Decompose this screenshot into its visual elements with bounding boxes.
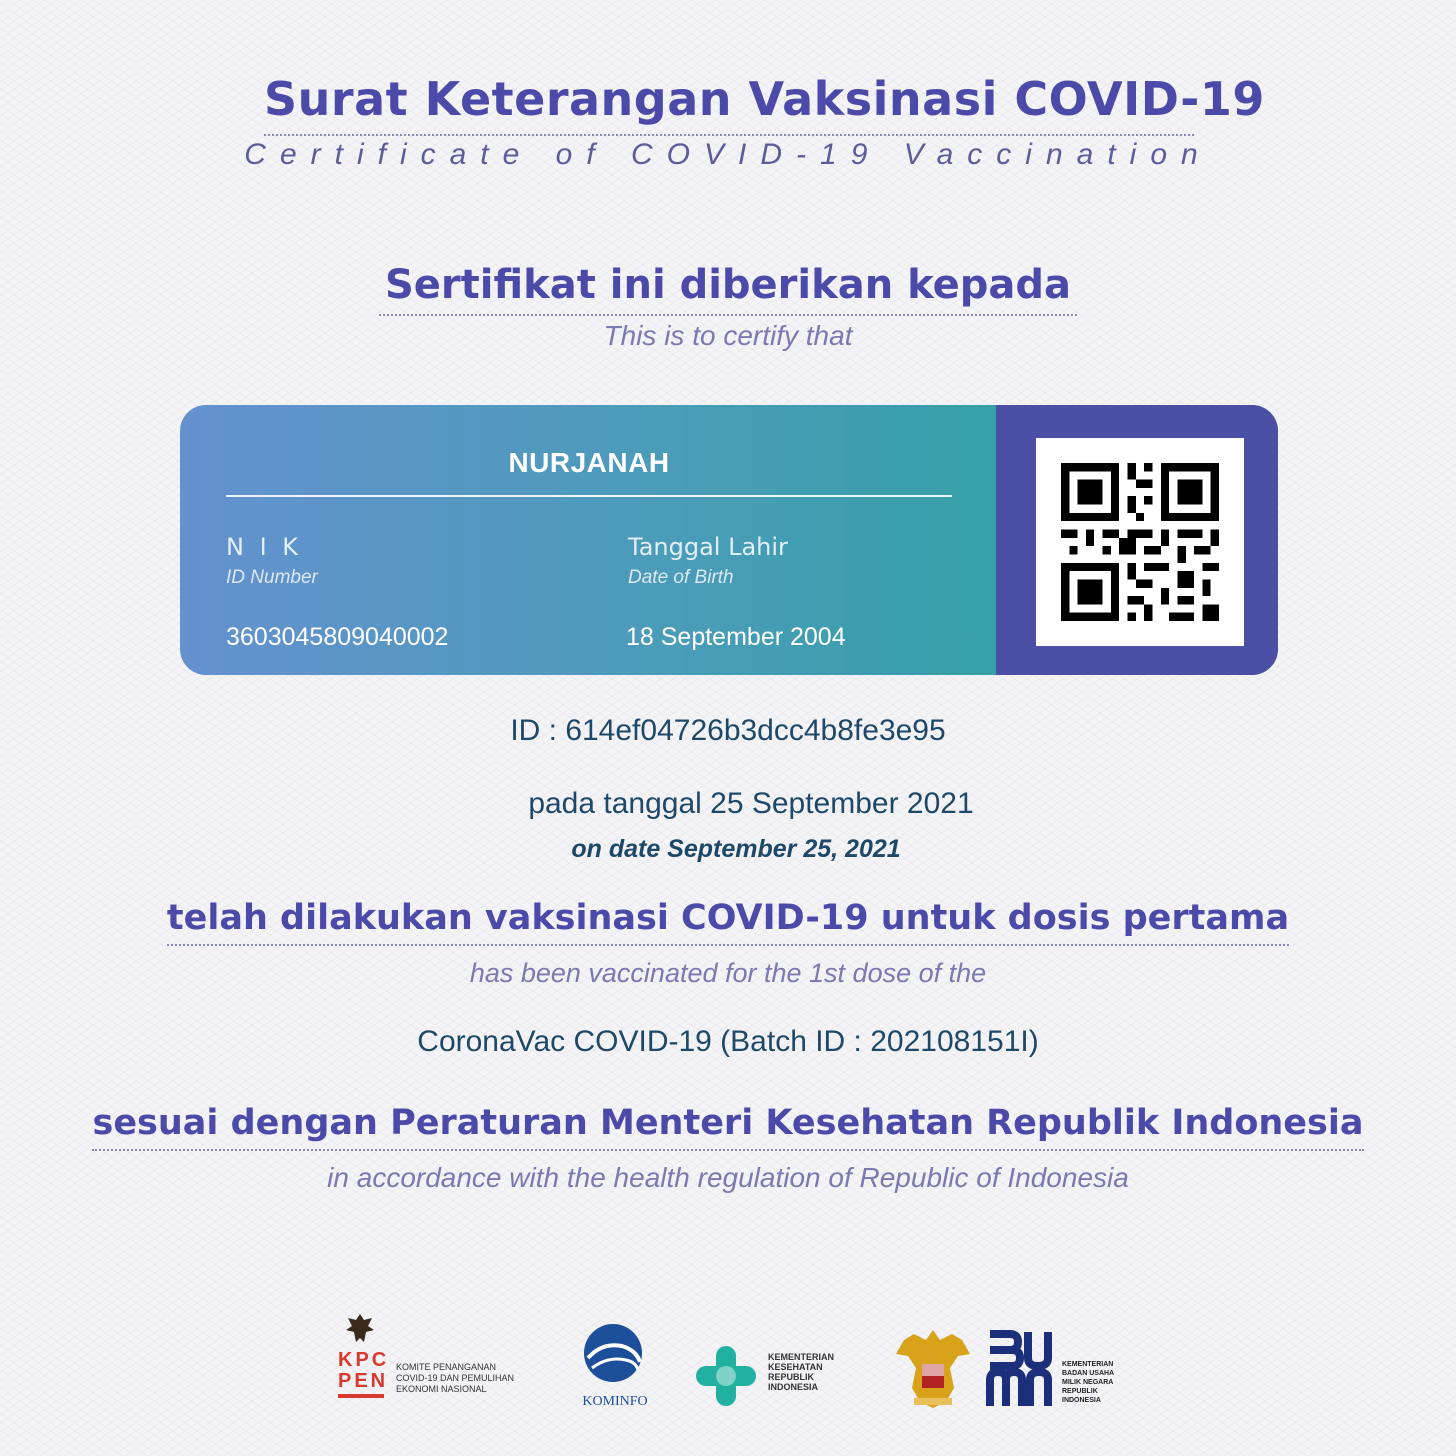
identity-card [180,405,1278,675]
dob-label-en: Date of Birth [628,567,734,588]
regulation-heading: sesuai dengan Peraturan Menteri Kesehatan Republik Indonesia [92,1103,1363,1151]
nik-label-en: ID Number [226,567,318,588]
kpcpen-bar [338,1394,384,1398]
nik-label: N I K [226,533,303,561]
kominfo-emblem-icon [582,1322,644,1384]
vaccination-heading-wrap [0,898,1456,946]
regulation-heading-wrap [0,1103,1456,1151]
qr-code-icon [1036,438,1244,646]
vaccination-heading: telah dilakukan vaksinasi COVID-19 untuk dosis pertama [167,898,1289,946]
kemenkes-line1: KEMENTERIAN [768,1352,835,1362]
certificate-id: ID : 614ef04726b3dcc4b8fe3e95 [510,714,946,747]
kpcpen-line2: COVID-19 DAN PEMULIHAN [396,1373,515,1383]
qr-panel [996,405,1278,675]
bumn-line4: REPUBLIK [1062,1388,1098,1395]
garuda-logo [892,1326,974,1412]
kominfo-logo [570,1322,660,1414]
certify-heading: Sertifikat ini diberikan kepada [379,262,1077,316]
kemenkes-line4: INDONESIA [768,1382,819,1392]
dob-value: 18 September 2004 [626,623,846,651]
kpcpen-line3: EKONOMI NASIONAL [396,1384,487,1394]
nik-value: 3603045809040002 [226,623,449,651]
vaccination-date-en: on date September 25, 2021 [571,835,901,863]
garuda-pancasila-icon [892,1326,974,1412]
kemenkes-logo [692,1340,862,1412]
bumn-line2: BADAN USAHA [1062,1370,1115,1377]
certify-heading-wrap [0,262,1456,316]
kominfo-label: KOMINFO [582,1394,648,1409]
bumn-line5: INDONESIA [1062,1397,1101,1404]
kpcpen-line1: KOMITE PENANGANAN [396,1362,497,1372]
bumn-line3: MILIK NEGARA [1062,1379,1114,1386]
certificate-subtitle: Certificate of COVID-19 Vaccination [244,138,1212,171]
certify-heading-en: This is to certify that [603,320,853,351]
vaccine-batch: CoronaVac COVID-19 (Batch ID : 202108151I) [417,1025,1039,1058]
bumn-emblem-icon [986,1328,1054,1410]
bumn-logo [986,1328,1126,1412]
kemenkes-line2: KESEHATAN [768,1362,823,1372]
garuda-small-icon [342,1312,378,1346]
name-divider [226,495,952,497]
bumn-line1: KEMENTERIAN [1062,1361,1114,1368]
holder-name: NURJANAH [508,447,670,478]
vaccination-date: pada tanggal 25 September 2021 [528,787,974,820]
kemenkes-emblem-icon [692,1342,760,1410]
regulation-heading-en: in accordance with the health regulation of Republic of Indonesia [327,1162,1129,1193]
kpcpen-abbr-top: KPC [338,1349,390,1371]
vaccination-heading-en: has been vaccinated for the 1st dose of the [469,958,987,988]
kemenkes-line3: REPUBLIK [768,1372,815,1382]
certificate-title: Surat Keterangan Vaksinasi COVID-19 [264,72,1194,136]
qr-code-box [1036,438,1244,646]
kpcpen-abbr-bottom: PEN [338,1370,389,1392]
dob-label: Tanggal Lahir [628,533,788,561]
kpcpen-logo [338,1312,538,1412]
